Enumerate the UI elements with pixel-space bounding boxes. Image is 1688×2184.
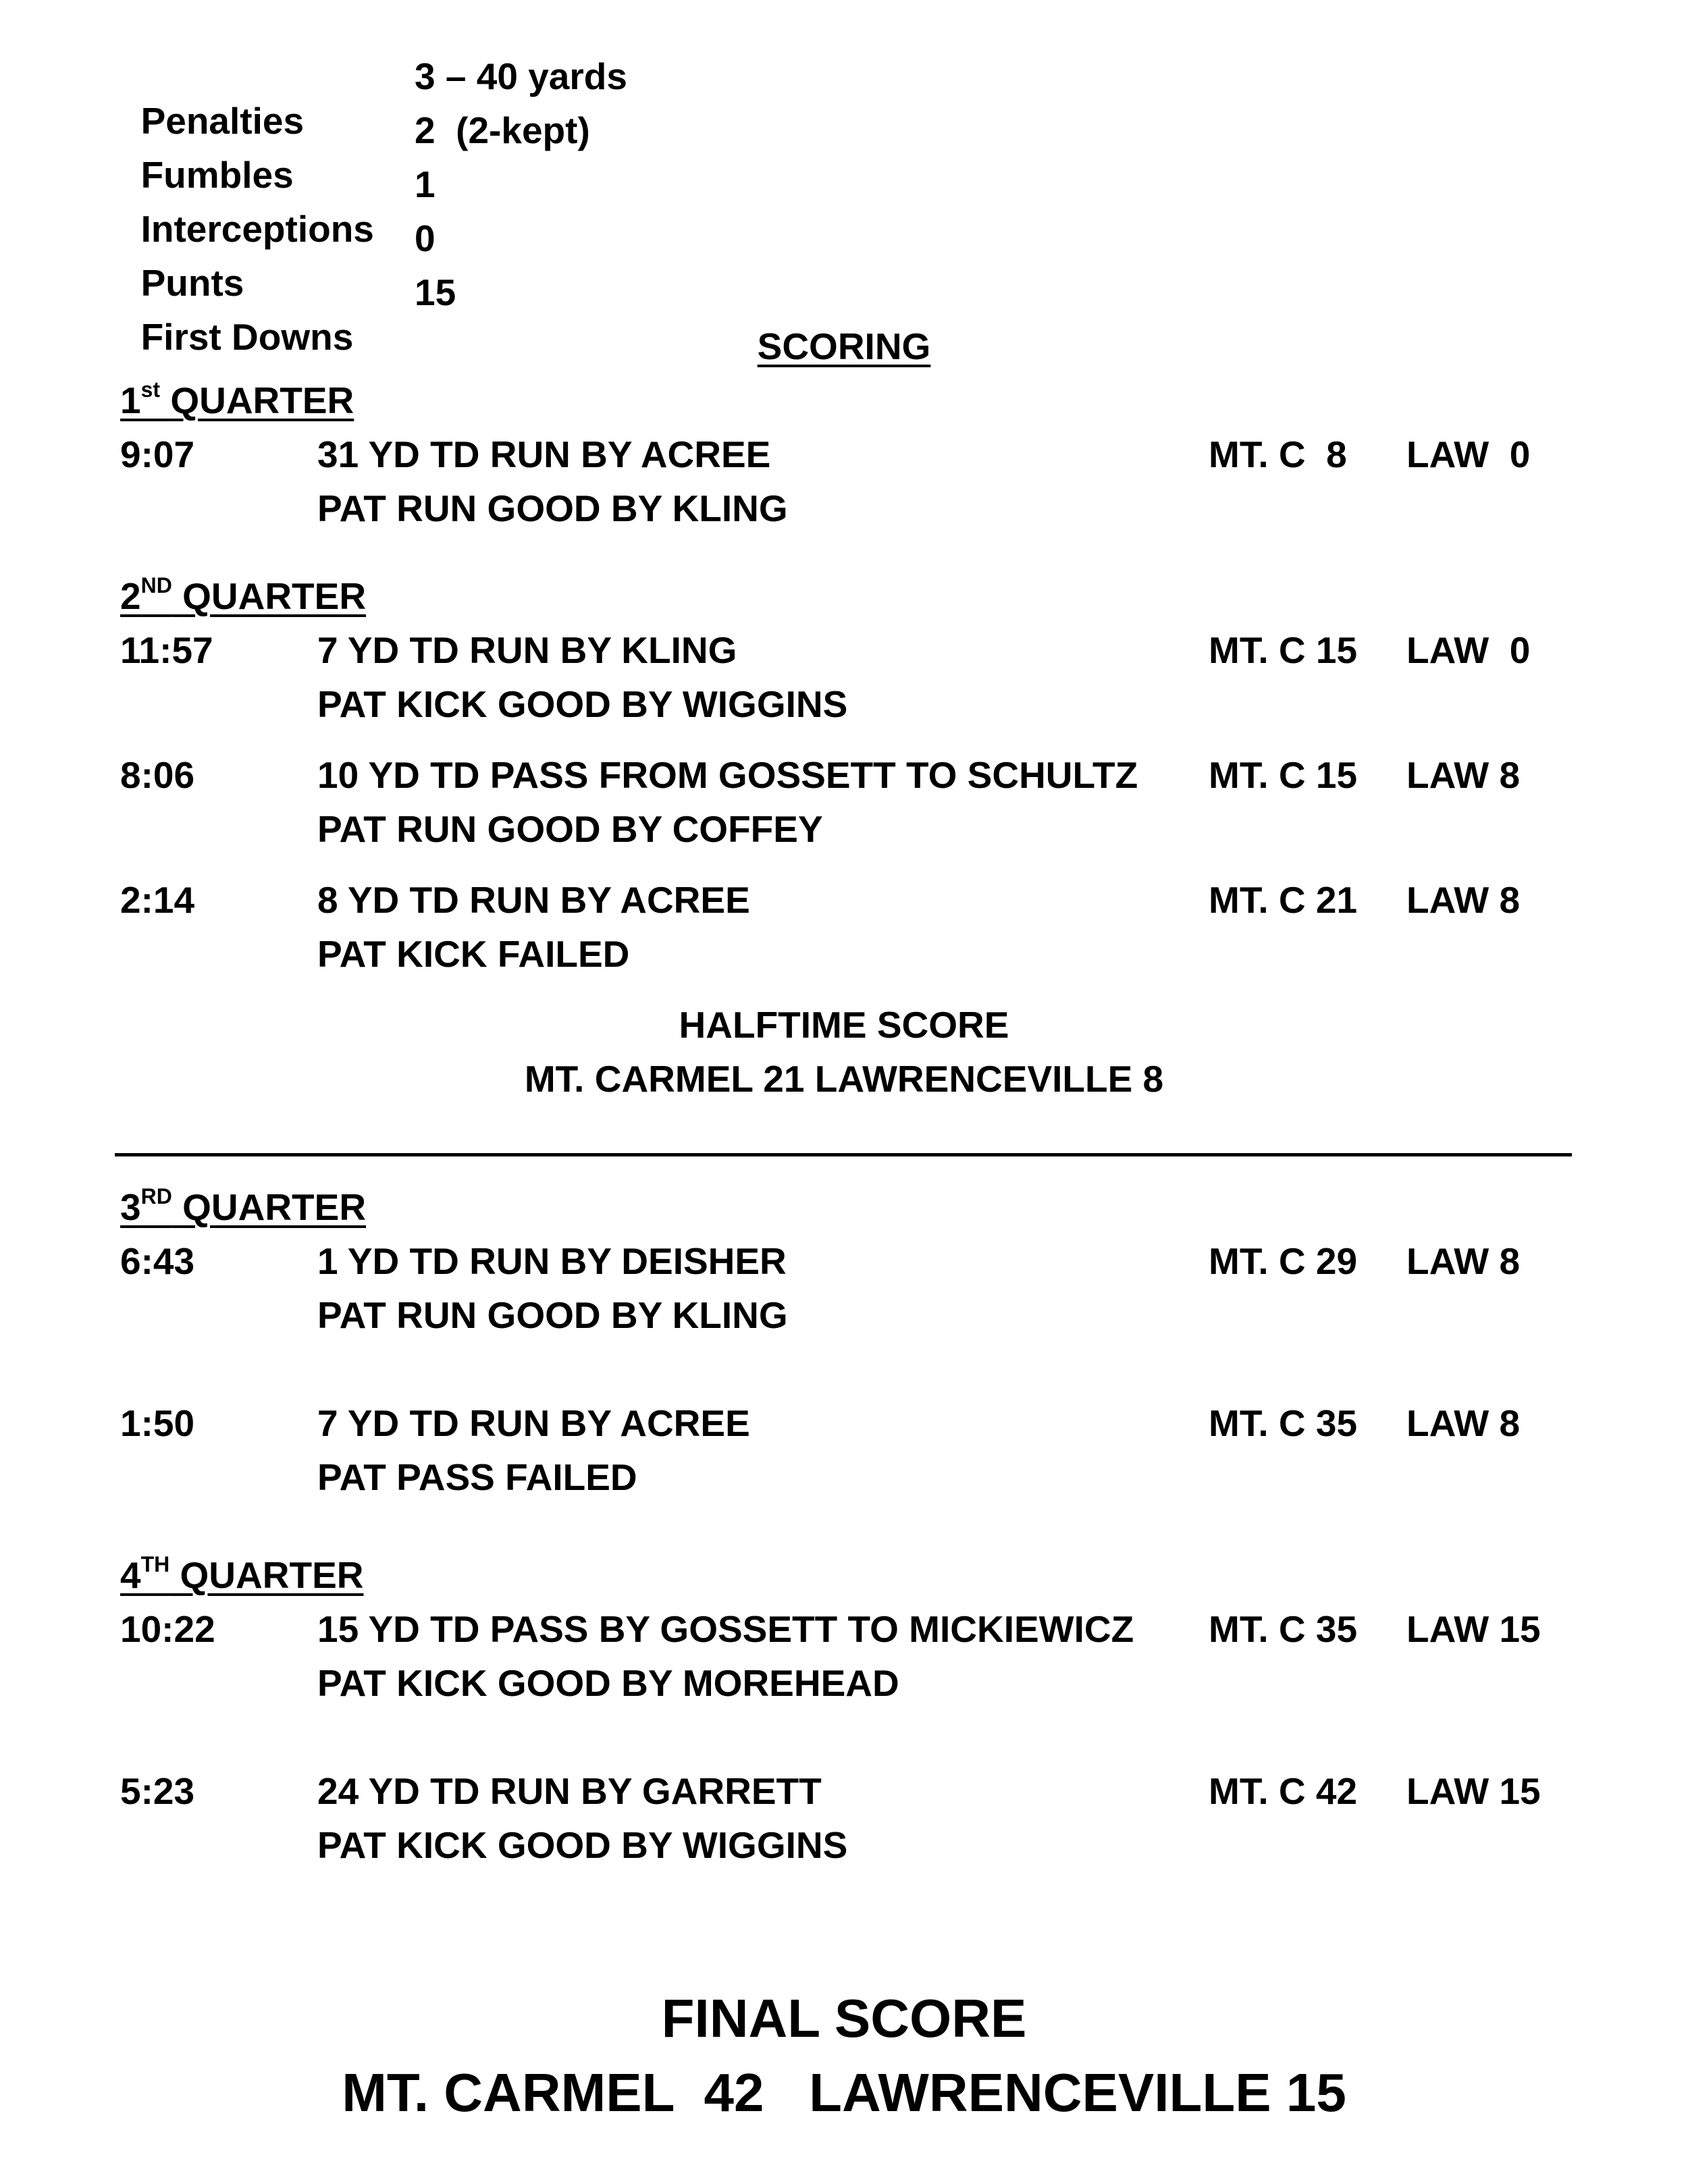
- stat-label: First Downs: [140, 316, 354, 358]
- final-score: MT. CARMEL 42 LAWRENCEVILLE 15: [342, 2062, 1346, 2123]
- quarter-label: QUARTER: [182, 1186, 367, 1228]
- final-score-title: FINAL SCORE: [661, 1988, 1027, 2048]
- pat-result: PAT PASS FAILED: [317, 1456, 637, 1498]
- stat-value: 15: [415, 271, 456, 313]
- score-row: [0, 878, 1688, 922]
- lawrenceville-score: LAW 15: [1406, 1770, 1541, 1812]
- mt-carmel-score: MT. C 35: [1209, 1608, 1358, 1650]
- quarter-number: 2: [120, 575, 141, 617]
- stat-label: Punts: [140, 262, 244, 304]
- pat-result: PAT RUN GOOD BY KLING: [317, 487, 788, 529]
- quarter-1-heading: [120, 378, 354, 423]
- lawrenceville-score: LAW 8: [1406, 879, 1521, 921]
- stat-label: Interceptions: [140, 208, 374, 250]
- quarter-2-heading: [120, 574, 366, 618]
- quarter-number: 4: [120, 1554, 141, 1596]
- play-description: 31 YD TD RUN BY ACREE: [317, 433, 771, 475]
- pat-result: PAT KICK GOOD BY MOREHEAD: [317, 1662, 899, 1704]
- score-row: [0, 628, 1688, 672]
- halftime-score: MT. CARMEL 21 LAWRENCEVILLE 8: [524, 1058, 1164, 1100]
- lawrenceville-score: LAW 0: [1406, 629, 1531, 671]
- play-description: 24 YD TD RUN BY GARRETT: [317, 1770, 822, 1812]
- stat-value: 0: [415, 217, 436, 259]
- pat-result: PAT KICK GOOD BY WIGGINS: [317, 1824, 848, 1866]
- halftime-title: HALFTIME SCORE: [679, 1004, 1009, 1046]
- play-time: 10:22: [120, 1608, 215, 1650]
- play-time: 5:23: [120, 1770, 195, 1812]
- mt-carmel-score: MT. C 29: [1209, 1240, 1358, 1282]
- play-time: 2:14: [120, 879, 195, 921]
- mt-carmel-score: MT. C 8: [1209, 433, 1347, 475]
- mt-carmel-score: MT. C 35: [1209, 1402, 1358, 1444]
- play-time: 9:07: [120, 433, 195, 475]
- play-description: 8 YD TD RUN BY ACREE: [317, 879, 750, 921]
- quarter-suffix: TH: [140, 1552, 170, 1576]
- score-row: [0, 432, 1688, 477]
- score-row: [0, 1769, 1688, 1813]
- stat-value: 2 (2-kept): [415, 109, 590, 151]
- play-description: 10 YD TD PASS FROM GOSSETT TO SCHULTZ: [317, 754, 1138, 796]
- stat-value: 1: [415, 163, 436, 205]
- play-description: 1 YD TD RUN BY DEISHER: [317, 1240, 787, 1282]
- quarter-number: 3: [120, 1186, 141, 1228]
- stat-value: 3 – 40 yards: [415, 55, 627, 97]
- quarter-label: QUARTER: [180, 1554, 364, 1596]
- quarter-suffix: ND: [140, 573, 172, 597]
- quarter-3-heading: [120, 1185, 366, 1229]
- quarter-number: 1: [120, 379, 141, 421]
- mt-carmel-score: MT. C 21: [1209, 879, 1358, 921]
- play-time: 6:43: [120, 1240, 195, 1282]
- lawrenceville-score: LAW 8: [1406, 1240, 1521, 1282]
- lawrenceville-score: LAW 8: [1406, 754, 1521, 796]
- lawrenceville-score: LAW 0: [1406, 433, 1531, 475]
- pat-result: PAT RUN GOOD BY KLING: [317, 1294, 788, 1336]
- quarter-4-heading: [120, 1553, 363, 1597]
- pat-result: PAT KICK GOOD BY WIGGINS: [317, 683, 848, 725]
- play-time: 1:50: [120, 1402, 195, 1444]
- mt-carmel-score: MT. C 15: [1209, 629, 1358, 671]
- pat-result: PAT KICK FAILED: [317, 933, 630, 975]
- stat-label: Fumbles: [140, 154, 294, 196]
- scoring-heading: SCORING: [757, 325, 931, 367]
- mt-carmel-score: MT. C 42: [1209, 1770, 1358, 1812]
- score-row: [0, 1239, 1688, 1283]
- score-row: [0, 753, 1688, 797]
- lawrenceville-score: LAW 15: [1406, 1608, 1541, 1650]
- pat-result: PAT RUN GOOD BY COFFEY: [317, 808, 823, 850]
- play-description: 7 YD TD RUN BY KLING: [317, 629, 737, 671]
- score-row: [0, 1607, 1688, 1651]
- quarter-label: QUARTER: [170, 379, 354, 421]
- score-row: [0, 1401, 1688, 1445]
- play-description: 7 YD TD RUN BY ACREE: [317, 1402, 750, 1444]
- play-time: 8:06: [120, 754, 195, 796]
- quarter-suffix: RD: [140, 1184, 172, 1208]
- divider: [115, 1153, 1572, 1156]
- play-description: 15 YD TD PASS BY GOSSETT TO MICKIEWICZ: [317, 1608, 1134, 1650]
- stat-label: Penalties: [140, 100, 305, 142]
- mt-carmel-score: MT. C 15: [1209, 754, 1358, 796]
- quarter-suffix: st: [140, 377, 161, 402]
- play-time: 11:57: [120, 629, 213, 671]
- lawrenceville-score: LAW 8: [1406, 1402, 1521, 1444]
- quarter-label: QUARTER: [182, 575, 367, 617]
